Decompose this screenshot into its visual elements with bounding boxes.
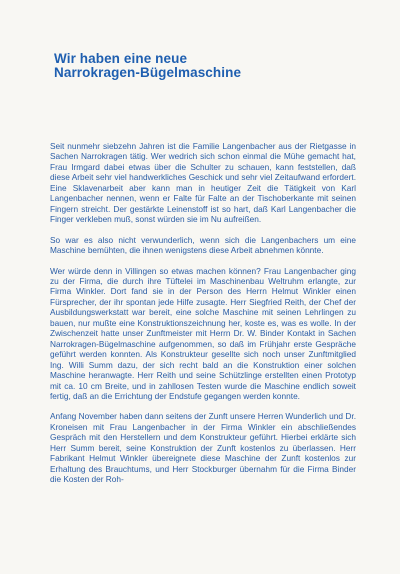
- paragraph-intro: Seit nunmehr siebzehn Jahren ist die Familie Langenbacher aus der Rietgasse in Sachen Narrokragen tätig. Wer wedrich sich schon einmal die Mühe gemacht hat, Frau Irmgard dabei etwas über die Schulter zu schauen, kann feststellen, daß diese Arbeit sehr viel handwerkliches Geschick und sehr viel Zeitaufwand erfordert. Eine Sklavenarbeit aber kann man in heutiger Zeit die Tätigkeit von Karl Langenbacher nennen, wenn er Falte für Falte an der Tischoberkante mit seinen Fingern streicht. Der gestärkte Leinenstoff ist so hart, daß Karl Langenbacher die Finger verkleben muß, sonst würden sie im Nu aufreißen.: [50, 141, 356, 225]
- article-body: [50, 141, 356, 485]
- paragraph-november-meeting: Anfang November haben dann seitens der Zunft unsere Herren Wunderlich und Dr. Kroneisen mit Frau Langenbacher in der Firma Winkler ein abschließendes Gespräch mit den Herstellern und dem Konstrukteur geführt. Hierbei erklärte sich Herr Summ bereit, seine Konstruktion der Zunft kostenlos zu überlassen. Herr Fabrikant Helmut Winkler übereignete diese Maschine der Zunft kostenlos zur Erhaltung des Brauchtums, und Herr Stockburger übernahm für die Firma Binder die Kosten der Roh-: [50, 411, 356, 485]
- article-title: [54, 52, 354, 80]
- paragraph-development: Wer würde denn in Villingen so etwas machen können? Frau Langenbacher ging zu der Firma, die durch ihre Tüftelei im Maschinenbau Weltruhm erlangte, zur Firma Winkler. Dort fand sie in der Person des Herrn Helmut Winkler einen Fürsprecher, der ihr spontan jede Hilfe zusagte. Herr Siegfried Reith, der Chef der Ausbildungswerkstatt war bereit, eine solche Maschine mit seinen Lehrlingen zu bauen, nur mußte eine Konstruktionszeichnung her, koste es, was es wolle. In der Zwischenzeit hatte unser Zunftmeister mit Herrn Dr. W. Binder Kontakt in Sachen Narrokragen-Bügelmaschine aufgenommen, so daß im Frühjahr erste Gespräche geführt werden konnten. Als Konstrukteur gesellte sich noch unser Zunftmitglied Ing. Willi Summ dazu, der sich recht bald an die Konstruktion einer solchen Maschine heranwagte. Herr Reith und seine Schützlinge erstellten einen Prototyp mit ca. 10 cm Breite, und in zahllosen Testen wurde die Maschine endlich soweit fertig, daß an die Errichtung der Endstufe gegangen werden konnte.: [50, 265, 356, 401]
- article-title-line-2: Narrokragen-Bügelmaschine: [54, 65, 242, 80]
- article-title-line-1: Wir haben eine neue: [54, 51, 188, 66]
- paragraph-machine-need: So war es also nicht verwunderlich, wenn sich die Langenbachers um eine Maschine bemühten, die ihnen wenigstens diese Arbeit abnehmen könnte.: [50, 234, 356, 256]
